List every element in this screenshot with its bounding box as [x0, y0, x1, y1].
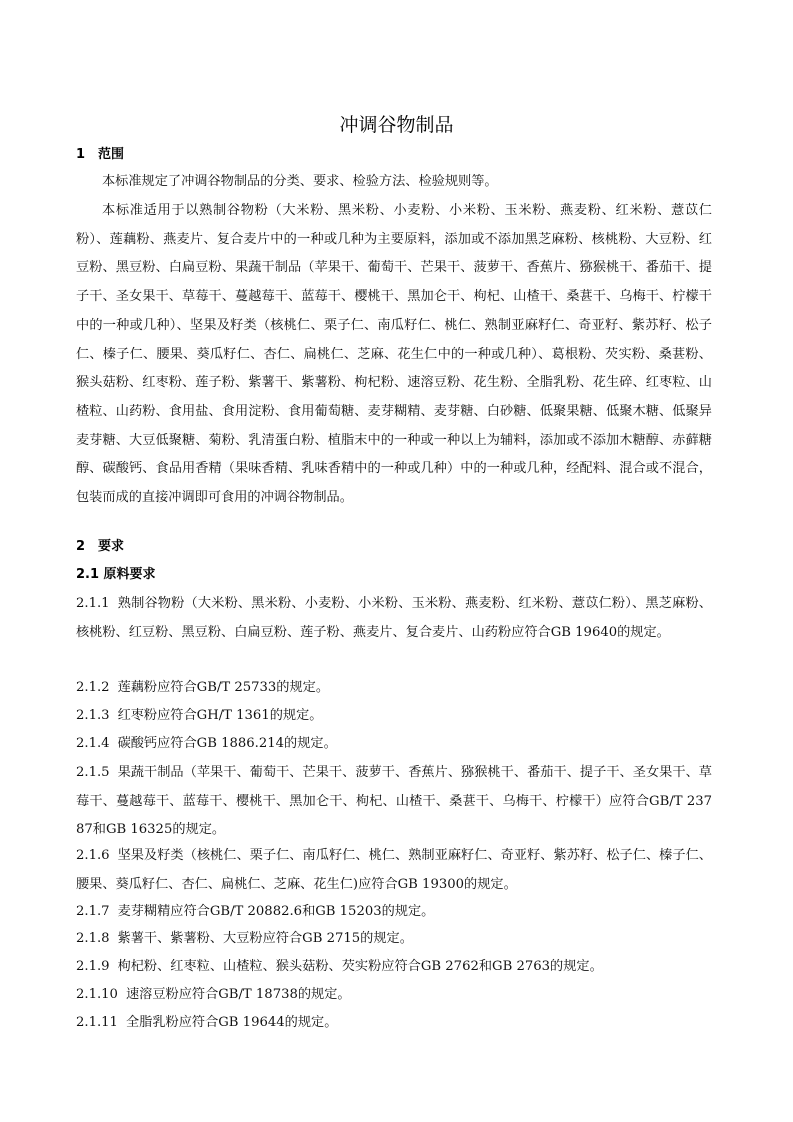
clause-2-1-8: 2.1.8 紫薯干、紫薯粉、大豆粉应符合GB 2715的规定。 — [76, 931, 413, 946]
clause-2-1-2: 2.1.2 莲藕粉应符合GB/T 25733的规定。 — [76, 680, 330, 695]
clause-2-1-5: 2.1.5 果蔬干制品（苹果干、葡萄干、芒果干、菠萝干、香蕉片、猕猴桃干、番茄干、提子干、圣女果干、草莓干、蔓越莓干、蓝莓干、樱桃干、黑加仑干、枸杞、山楂干、桑葚干、乌梅干、柠檬干）应符合GB/T 23787和GB 16325的规定。 — [76, 765, 712, 838]
scope-paragraph-2: 本标准适用于以熟制谷物粉（大米粉、黑米粉、小麦粉、小米粉、玉米粉、燕麦粉、红米粉、薏苡仁粉）、莲藕粉、燕麦片、复合麦片中的一种或几种为主要原料，添加或不添加黑芝麻粉、核桃粉、大豆粉、红豆粉、黑豆粉、白扁豆粉、果蔬干制品（苹果干、葡萄干、芒果干、菠萝干、香蕉片、猕猴桃干、番茄干、提子干、圣女果干、草莓干、蔓越莓干、蓝莓干、樱桃干、黑加仑干、枸杞、山楂干、桑葚干、乌梅干、柠檬干中的一种或几种）、坚果及籽类（核桃仁、栗子仁、南瓜籽仁、桃仁、熟制亚麻籽仁、奇亚籽、紫苏籽、松子仁、榛子仁、腰果、葵瓜籽仁、杏仁、扁桃仁、芝麻、花生仁中的一种或几种）、葛根粉、芡实粉、桑葚粉、猴头菇粉、红枣粉、莲子粉、紫薯干、紫薯粉、枸杞粉、速溶豆粉、花生粉、全脂乳粉、花生碎、红枣粒、山楂粒、山药粉、食用盐、食用淀粉、食用葡萄糖、麦芽糊精、麦芽糖、白砂糖、低聚果糖、低聚木糖、低聚异麦芽糖、大豆低聚糖、菊粉、乳清蛋白粉、植脂末中的一种或一种以上为辅料，添加或不添加木糖醇、赤藓糖醇、碳酸钙、食品用香精（果味香精、乳味香精中的一种或几种）中的一种或几种，经配料、混合或不混合，包装而成的直接冲调即可食用的冲调谷物制品。 — [76, 203, 712, 506]
section-2-heading: 2 要求 — [76, 539, 125, 554]
clause-2-1-6: 2.1.6 坚果及籽类（核桃仁、栗子仁、南瓜籽仁、桃仁、熟制亚麻籽仁、奇亚籽、紫苏籽、松子仁、榛子仁、腰果、葵瓜籽仁、杏仁、扁桃仁、芝麻、花生仁)应符合GB 19300的规定。 — [76, 848, 712, 892]
clause-2-1-4: 2.1.4 碳酸钙应符合GB 1886.214的规定。 — [76, 736, 337, 751]
section-2-1-heading: 2.1 原料要求 — [76, 567, 156, 582]
section-1-heading: 1 范围 — [76, 147, 125, 162]
clause-2-1-7: 2.1.7 麦芽糊精应符合GB/T 20882.6和GB 15203的规定。 — [76, 904, 435, 919]
clause-2-1-1: 2.1.1 熟制谷物粉（大米粉、黑米粉、小麦粉、小米粉、玉米粉、燕麦粉、红米粉、薏苡仁粉）、黑芝麻粉、核桃粉、红豆粉、黑豆粉、白扁豆粉、莲子粉、燕麦片、复合麦片、山药粉应符合GB 19640的规定。 — [76, 596, 712, 640]
clause-2-1-9: 2.1.9 枸杞粉、红枣粒、山楂粒、猴头菇粉、芡实粉应符合GB 2762和GB 2763的规定。 — [76, 959, 603, 974]
clause-2-1-3: 2.1.3 红枣粉应符合GH/T 1361的规定。 — [76, 708, 323, 723]
scope-paragraph-1: 本标准规定了冲调谷物制品的分类、要求、检验方法、检验规则等。 — [102, 174, 498, 189]
document-title: 冲调谷物制品 — [339, 114, 454, 136]
clause-2-1-11: 2.1.11 全脂乳粉应符合GB 19644的规定。 — [76, 1015, 338, 1030]
clause-2-1-10: 2.1.10 速溶豆粉应符合GB/T 18738的规定。 — [76, 987, 351, 1002]
